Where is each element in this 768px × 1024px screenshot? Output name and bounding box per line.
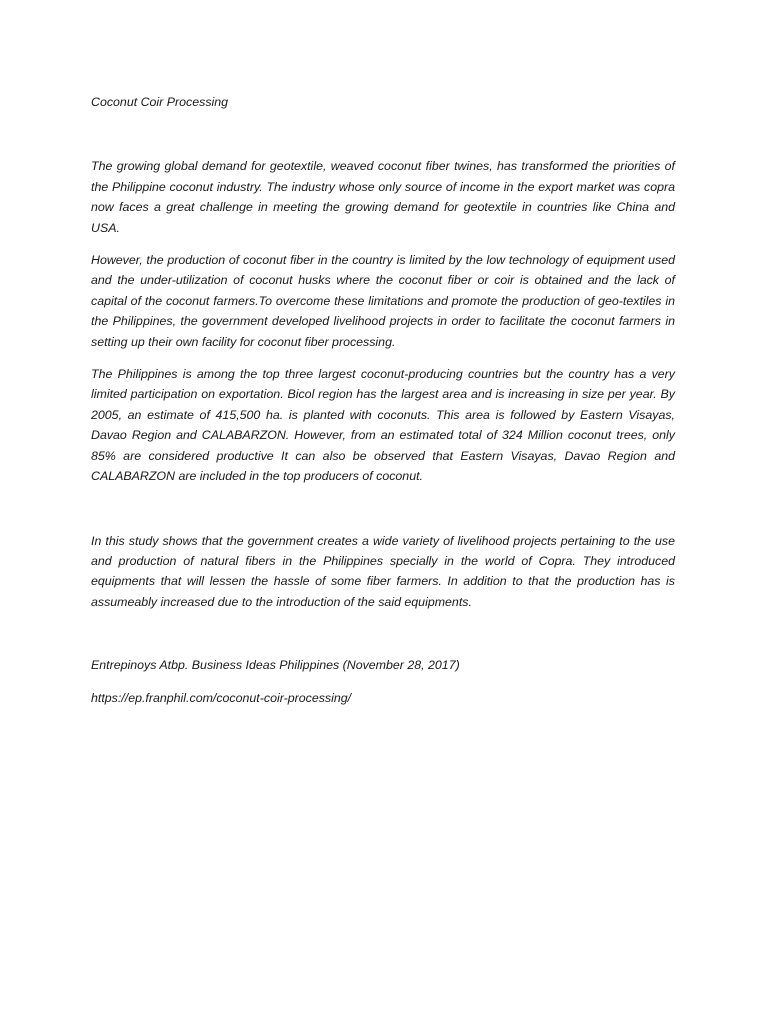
paragraph-geotextile-demand: The growing global demand for geotextile, weaved coconut fiber twines, has transformed the priorities of the Philippine coconut industry. The industry whose only source of income in the export market was copra now faces a great challenge in meeting the growing demand for geotextile in countries like China and USA. xyxy=(91,159,675,235)
paragraph-philippines-production: The Philippines is among the top three largest coconut-producing countries but the country has a very limited participation on exportation. Bicol region has the largest area and is increasing in size per year. By 2005, an estimate of 415,500 ha. is planted with coconuts. This area is followed by Eastern Visayas, Davao Region and CALABARZON. However, from an estimated total of 324 Million coconut trees, only 85% are considered productive It can also be observed that Eastern Visayas, Davao Region and CALABARZON are included in the top producers of coconut. xyxy=(91,367,675,484)
reference-source: Entrepinoys Atbp. Business Ideas Philippines (November 28, 2017) xyxy=(91,658,460,673)
document-body xyxy=(91,92,675,708)
paragraph-study-summary: In this study shows that the government creates a wide variety of livelihood projects pertaining to the use and production of natural fibers in the Philippines specially in the world of Copra. They introduced equipments that will lessen the hassle of some fiber farmers. In addition to that the production has is assumeably increased due to the introduction of the said equipments. xyxy=(91,533,675,609)
reference-url: https://ep.franphil.com/coconut-coir-processing/ xyxy=(91,690,352,705)
document-title: Coconut Coir Processing xyxy=(91,95,229,109)
paragraph-production-limits: However, the production of coconut fiber in the country is limited by the low technology of equipment used and the under-utilization of coconut husks where the coconut fiber or coir is obtained and the lack of capital of the coconut farmers.To overcome these limitations and promote the production of geo-textiles in the Philippines, the government developed livelihood projects in order to facilitate the coconut farmers in setting up their own facility for coconut fiber processing. xyxy=(91,253,675,349)
